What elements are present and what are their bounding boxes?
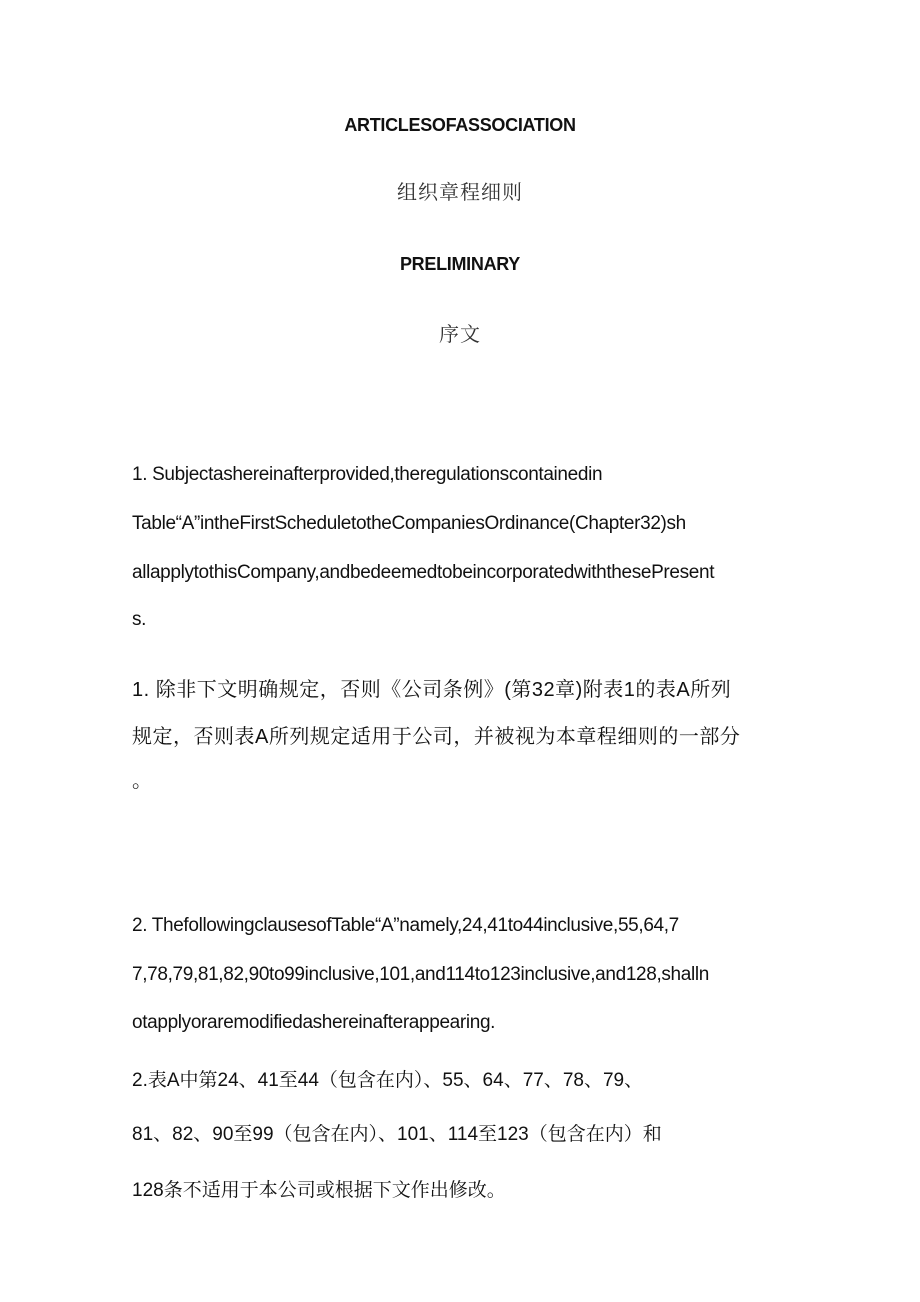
clause-1-english-line: Table“A”intheFirstScheduletotheCompaniesOrdinance(Chapter32)sh — [132, 513, 686, 534]
clause-1-chinese-line: 1. 除非下文明确规定，否则《公司条例》(第32章)附表1的表A所列 — [132, 679, 732, 701]
clause-2-chinese-line: 128条不适用于本公司或根据下文作出修改。 — [132, 1180, 506, 1201]
section-heading-chinese: 序文 — [439, 324, 481, 346]
clause-1-chinese-line: 。 — [132, 770, 153, 792]
clause-1-english-line: s. — [132, 609, 147, 630]
clause-2-english-line: 2. ThefollowingclausesofTable“A”namely,24,41to44inclusive,55,64,7 — [132, 915, 679, 936]
clause-1-english-line: 1. Subjectashereinafterprovided,theregulationscontainedin — [132, 464, 603, 485]
clause-2-english-line: otapplyoraremodifiedashereinafterappearing. — [132, 1012, 496, 1033]
document-title: ARTICLESOFASSOCIATION — [344, 115, 576, 135]
section-heading: PRELIMINARY — [399, 254, 521, 274]
clause-2-chinese-line: 81、82、90至99（包含在内）、101、114至123（包含在内）和 — [132, 1124, 662, 1145]
clause-2-english-line: 7,78,79,81,82,90to99inclusive,101,and114to123inclusive,and128,shalln — [132, 964, 709, 985]
clause-2-chinese-line: 2.表A中第24、41至44（包含在内）、55、64、77、78、79、 — [132, 1070, 644, 1091]
clause-1-chinese-line: 规定，否则表A所列规定适用于公司，并被视为本章程细则的一部分 — [132, 726, 741, 748]
document-title-chinese: 组织章程细则 — [397, 182, 523, 204]
clause-1-english-line: allapplytothisCompany,andbedeemedtobeincorporatedwiththesePresent — [132, 562, 715, 583]
